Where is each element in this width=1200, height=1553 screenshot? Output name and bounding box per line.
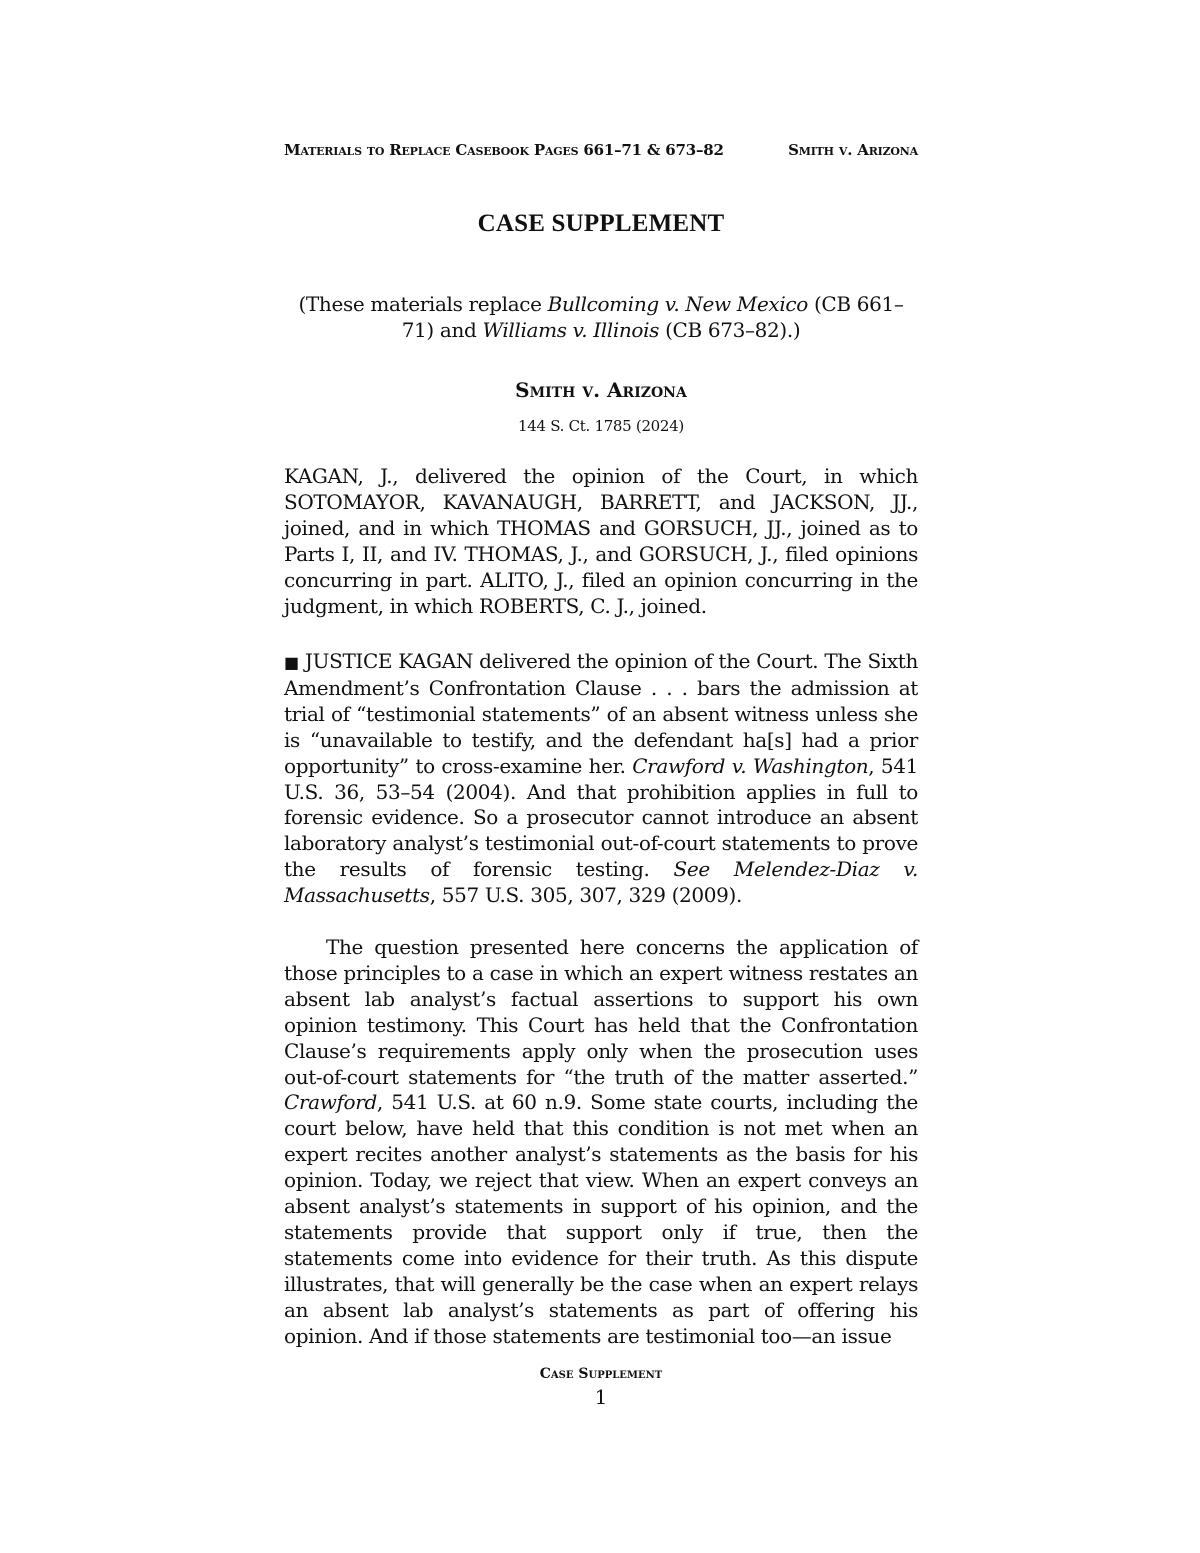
opinion-paragraph-2-text-2: , 541 U.S. at 60 n.9. Some state courts, including the court below, have held that this condition is not met when an expert recites another analyst’s statements as the basis for his opinion. Today, we reject that view. When an expert conveys an absent analyst’s statements in support of his opinion, and the statements provide that support only if true, then the statements come into evidence for their truth. As this dispute illustrates, that will generally be the case when an expert relays an absent lab analyst’s statements as part of offering his opinion. And if those statements are testimonial too—an issue <box>284 1090 918 1348</box>
opinion-paragraph-2-case-1: Crawford <box>284 1090 377 1115</box>
opinion-paragraph-2 <box>284 935 918 1350</box>
case-citation: 144 S. Ct. 1785 (2024) <box>518 417 684 435</box>
opinion-paragraph-2-text-1: The question presented here concerns the application of those principles to a case in which an expert witness restates an absent lab analyst’s factual assertions to support his own opinion testimony. This Court has held that the Confrontation Clause’s requirements apply only when the prosecution uses out-of-court statements for “the truth of the matter asserted.” <box>284 935 918 1089</box>
opinion-paragraph-1 <box>284 649 918 909</box>
opinion-paragraph-1-text-1: JUSTICE KAGAN delivered the opinion of the Court. The Sixth Amendment’s Confrontation Clause . . . bars the admission at trial of “testimonial statements” of an absent witness unless she is “unavailable to testify, and the defendant ha[s] had a prior opportunity” to cross-examine her. <box>284 649 918 778</box>
replacement-note-mid: (CB 661–71) and <box>401 292 904 342</box>
replacement-note-open: (These materials replace <box>298 292 548 316</box>
replacement-note-case-1: Bullcoming v. New Mexico <box>547 292 808 316</box>
page-number: 1 <box>594 1385 608 1409</box>
replacement-note-case-2: Williams v. Illinois <box>482 317 660 342</box>
replacement-note <box>284 292 918 344</box>
opinion-paragraph-1-case-1: Crawford v. Washington <box>632 753 869 778</box>
case-title: Smith v. Arizona <box>515 378 687 402</box>
opinion-paragraph-1-text-2: , 541 U.S. 36, 53–54 (2004). And that prohibition applies in full to forensic evidence. So a prosecutor cannot introduce an absent laboratory analyst’s testimonial out-of-court statements to prove the results of forensic testing. <box>284 753 919 882</box>
running-header-right: Smith v. Arizona <box>788 141 918 159</box>
bullet-square-icon: ■ <box>284 653 299 672</box>
running-header <box>284 141 918 163</box>
syllabus-paragraph: KAGAN, J., delivered the opinion of the Court, in which SOTOMAYOR, KAVANAUGH, BARRETT, and JACKSON, JJ., joined, and in which THOMAS and GORSUCH, JJ., joined as to Parts I, II, and IV. THOMAS, J., and GORSUCH, J., filed opinions concurring in part. ALITO, J., filed an opinion concurring in the judgment, in which ROBERTS, C. J., joined. <box>284 464 918 618</box>
page-title: CASE SUPPLEMENT <box>477 210 725 237</box>
running-header-left: Materials to Replace Casebook Pages 661–71 & 673–82 <box>284 141 724 159</box>
opinion-paragraph-1-case-2: See Melendez-Diaz v. Massachusetts <box>284 857 918 908</box>
opinion-paragraph-1-text-3: , 557 U.S. 305, 307, 329 (2009). <box>429 883 743 908</box>
replacement-note-close: (CB 673–82).) <box>659 317 801 342</box>
footer-label: Case Supplement <box>539 1366 663 1382</box>
